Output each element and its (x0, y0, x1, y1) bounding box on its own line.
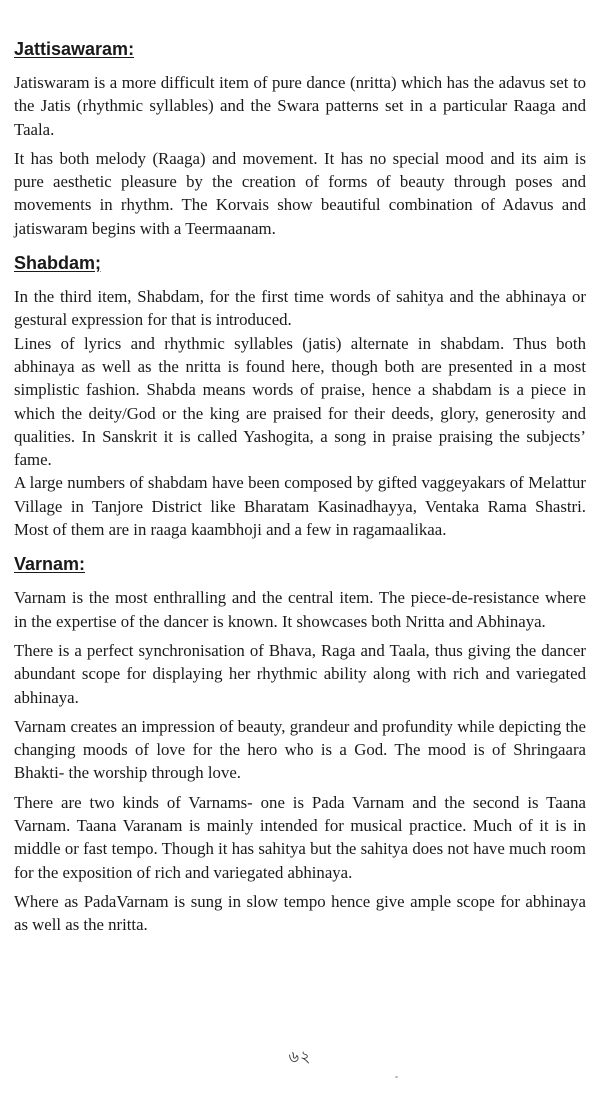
page-number: ৬২ (288, 1049, 312, 1066)
paragraph: A large numbers of shabdam have been composed by gifted vaggeyakars of Melattur Village in Tanjore District like Bharatam Kasinadhayya, Ventaka Rama Shastri. Most of them are in raaga kaambhoji and a few in ragamaalikaa. (14, 473, 586, 540)
heading-varnam: Varnam: (14, 554, 86, 575)
paragraph: Varnam creates an impression of beauty, grandeur and profundity while depicting the changing moods of love for the hero who is a God. The mood is of Shringaara Bhakti- the worship through love. (14, 716, 586, 783)
paragraph: It has both melody (Raaga) and movement. It has no special mood and its aim is pure aesthetic pleasure by the creation of forms of beauty through poses and movements in rhythm. The Korvais show beautiful combination of Adavus and jatiswaram begins with a Teermaanam. (14, 148, 586, 238)
paragraph: Varnam is the most enthralling and the central item. The piece-de-resistance where in the expertise of the dancer is known. It showcases both Nritta and Abhinaya. (14, 588, 586, 631)
scan-speck (395, 1076, 398, 1078)
paragraph: Lines of lyrics and rhythmic syllables (jatis) alternate in shabdam. Thus both abhinaya as well as the nritta is found here, though both are presented in a most simplistic fashion. Shabda means words of praise, hence a shabdam is a piece in which the deity/God or the king are praised for their deeds, glory, generosity and qualities. In Sanskrit it is called Yashogita, a song in praise praising the subjects’ fame. (14, 333, 586, 470)
paragraph: Where as PadaVarnam is sung in slow tempo hence give ample scope for abhinaya as well as the nritta. (14, 891, 586, 935)
paragraph: Jatiswaram is a more difficult item of pure dance (nritta) which has the adavus set to the Jatis (rhythmic syllables) and the Swara patterns set in a particular Raaga and Taala. (14, 73, 586, 139)
paragraph: In the third item, Shabdam, for the first time words of sahitya and the abhinaya or gestural expression for that is introduced. (14, 287, 586, 330)
paragraph: There is a perfect synchronisation of Bhava, Raga and Taala, thus giving the dancer abundant scope for displaying her rhythmic ability along with rich and variegated abhinaya. (14, 640, 586, 707)
heading-shabdam: Shabdam; (14, 253, 102, 274)
heading-jattisawaram: Jattisawaram: (14, 39, 135, 59)
paragraph: There are two kinds of Varnams- one is Pada Varnam and the second is Taana Varnam. Taana Varanam is mainly intended for musical practice. Much of it is in middle or fast tempo. Though it has sahitya but the sahitya does not have much room for the exposition of rich and variegated abhinaya. (14, 792, 586, 882)
